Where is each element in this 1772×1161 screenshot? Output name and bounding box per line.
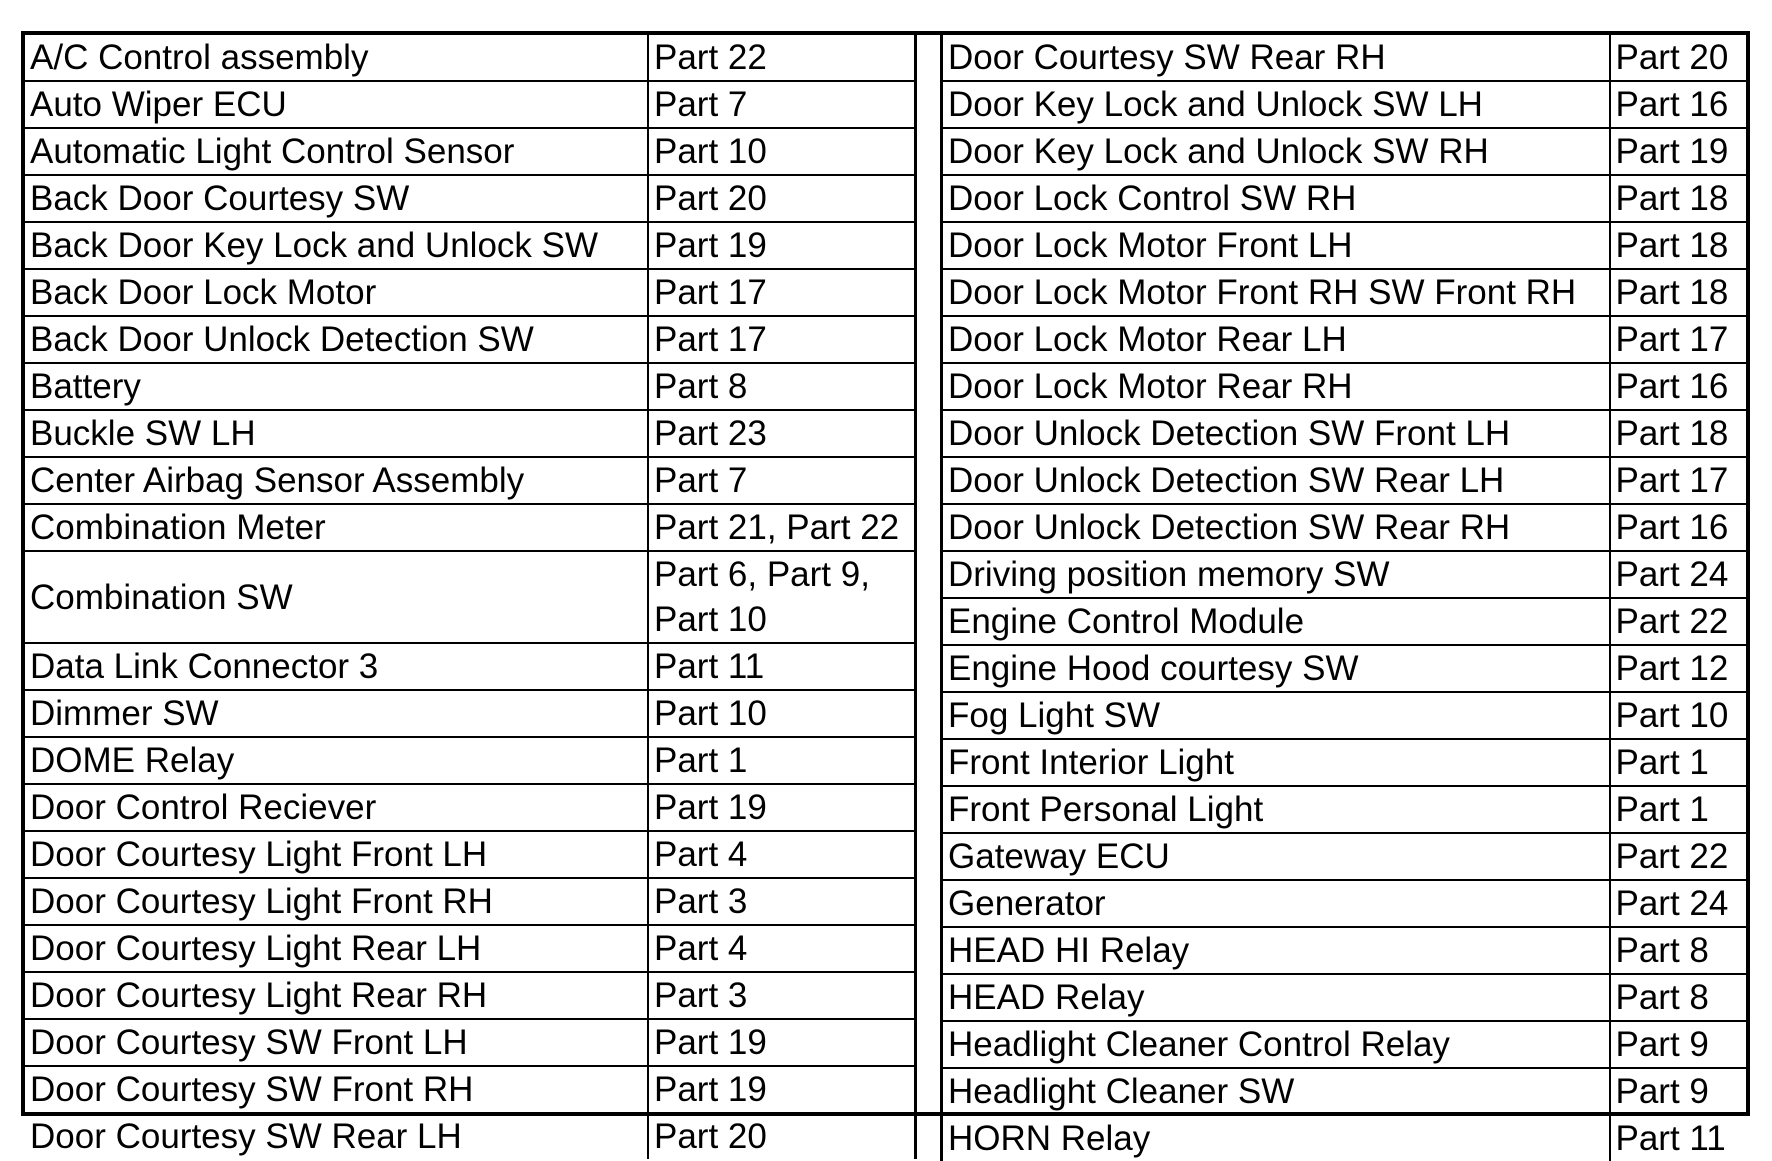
part-reference: Part 19 [648,784,915,831]
table-row [25,784,915,831]
table-row [942,269,1748,316]
component-name: Combination SW [25,551,648,643]
table-row [942,1068,1748,1115]
table-row [25,878,915,925]
table-row [25,1066,915,1113]
part-reference: Part 10 [648,690,915,737]
table-row [25,35,915,81]
part-reference: Part 4 [648,831,915,878]
component-name: Back Door Lock Motor [25,269,648,316]
component-name: Battery [25,363,648,410]
part-reference: Part 18 [1610,175,1748,222]
part-reference [648,551,915,643]
part-reference: Part 8 [648,363,915,410]
table-row [942,504,1748,551]
component-name: Engine Hood courtesy SW [942,645,1610,692]
table-row [25,972,915,1019]
component-name: Front Interior Light [942,739,1610,786]
table-row [942,35,1748,81]
table-row [942,1021,1748,1068]
part-reference: Part 22 [1610,833,1748,880]
component-name: Back Door Courtesy SW [25,175,648,222]
component-name: Door Lock Motor Rear RH [942,363,1610,410]
part-reference: Part 11 [1610,1115,1748,1161]
component-name: Combination Meter [25,504,648,551]
part-reference: Part 7 [648,81,915,128]
part-reference: Part 16 [1610,363,1748,410]
table-row [942,974,1748,1021]
component-name: Door Courtesy SW Front LH [25,1019,648,1066]
component-name: HEAD HI Relay [942,927,1610,974]
table-row [942,410,1748,457]
table-row [25,363,915,410]
component-name: Door Unlock Detection SW Rear RH [942,504,1610,551]
part-reference: Part 22 [1610,598,1748,645]
table-row [25,643,915,690]
part-reference: Part 23 [648,410,915,457]
part-reference: Part 18 [1610,410,1748,457]
component-name: DOME Relay [25,737,648,784]
part-reference: Part 19 [648,1066,915,1113]
table-row [942,598,1748,645]
component-name: Door Key Lock and Unlock SW RH [942,128,1610,175]
part-reference: Part 22 [648,35,915,81]
part-reference: Part 10 [1610,692,1748,739]
component-name: Door Courtesy SW Rear RH [942,35,1610,81]
component-name: HEAD Relay [942,974,1610,1021]
part-reference: Part 18 [1610,222,1748,269]
component-name: Door Courtesy SW Front RH [25,1066,648,1113]
component-name: Door Lock Motor Rear LH [942,316,1610,363]
part-reference: Part 18 [1610,269,1748,316]
component-name: Door Courtesy Light Front LH [25,831,648,878]
component-name: Front Personal Light [942,786,1610,833]
table-row [942,645,1748,692]
part-reference-line: Part 6, Part 9, [654,555,870,594]
part-reference: Part 19 [1610,128,1748,175]
part-reference: Part 17 [1610,457,1748,504]
table-row [942,457,1748,504]
part-reference: Part 7 [648,457,915,504]
component-name: Headlight Cleaner Control Relay [942,1021,1610,1068]
part-reference: Part 17 [1610,316,1748,363]
part-reference: Part 11 [648,643,915,690]
part-reference: Part 19 [648,1019,915,1066]
table-row [25,316,915,363]
part-reference: Part 1 [648,737,915,784]
table-row [25,269,915,316]
part-reference: Part 1 [1610,786,1748,833]
part-reference: Part 19 [648,222,915,269]
component-name: Door Unlock Detection SW Front LH [942,410,1610,457]
table-row [942,880,1748,927]
component-name: Door Lock Motor Front RH SW Front RH [942,269,1610,316]
component-name: Back Door Unlock Detection SW [25,316,648,363]
table-row [25,1019,915,1066]
table-row [25,925,915,972]
table-row [942,316,1748,363]
table-row [942,222,1748,269]
table-row [25,81,915,128]
table-row [25,504,915,551]
component-name: Driving position memory SW [942,551,1610,598]
part-reference: Part 1 [1610,739,1748,786]
table-row [942,786,1748,833]
part-reference: Part 9 [1610,1068,1748,1115]
part-reference: Part 24 [1610,551,1748,598]
part-reference: Part 8 [1610,974,1748,1021]
table-row [942,363,1748,410]
table-row [25,1113,915,1159]
component-name: Door Control Reciever [25,784,648,831]
table-row [25,222,915,269]
component-name: Door Lock Motor Front LH [942,222,1610,269]
component-name: Door Lock Control SW RH [942,175,1610,222]
part-reference: Part 20 [648,175,915,222]
part-reference: Part 20 [648,1113,915,1159]
part-reference: Part 21, Part 22 [648,504,915,551]
part-reference: Part 9 [1610,1021,1748,1068]
part-reference: Part 3 [648,972,915,1019]
table-row [25,410,915,457]
component-name: Back Door Key Lock and Unlock SW [25,222,648,269]
part-reference: Part 17 [648,269,915,316]
table-row [25,457,915,504]
component-name: Generator [942,880,1610,927]
component-name: HORN Relay [942,1115,1610,1161]
table-row [942,128,1748,175]
component-name: Door Courtesy Light Rear RH [25,972,648,1019]
component-index-left-table [25,35,917,1159]
table-row [25,690,915,737]
table-row [942,1115,1748,1161]
table-row [25,551,915,643]
table-row [942,81,1748,128]
part-reference: Part 17 [648,316,915,363]
component-name: Center Airbag Sensor Assembly [25,457,648,504]
component-index-right-table [940,35,1748,1161]
table-row [25,831,915,878]
table-row [942,927,1748,974]
part-reference: Part 8 [1610,927,1748,974]
component-name: Gateway ECU [942,833,1610,880]
part-reference: Part 16 [1610,504,1748,551]
part-reference: Part 4 [648,925,915,972]
component-name: Door Courtesy Light Rear LH [25,925,648,972]
part-reference: Part 16 [1610,81,1748,128]
component-name: Dimmer SW [25,690,648,737]
component-name: Headlight Cleaner SW [942,1068,1610,1115]
part-reference: Part 10 [648,128,915,175]
part-reference: Part 12 [1610,645,1748,692]
table-row [25,175,915,222]
table-row [25,737,915,784]
component-name: Auto Wiper ECU [25,81,648,128]
table-row [942,739,1748,786]
component-name: Automatic Light Control Sensor [25,128,648,175]
component-name: Door Courtesy SW Rear LH [25,1113,648,1159]
part-reference: Part 20 [1610,35,1748,81]
component-name: Engine Control Module [942,598,1610,645]
table-row [942,551,1748,598]
component-name: Door Key Lock and Unlock SW LH [942,81,1610,128]
component-name: A/C Control assembly [25,35,648,81]
part-reference-line: Part 10 [654,600,767,639]
part-reference: Part 24 [1610,880,1748,927]
component-name: Door Unlock Detection SW Rear LH [942,457,1610,504]
table-row [942,175,1748,222]
component-name: Buckle SW LH [25,410,648,457]
component-name: Door Courtesy Light Front RH [25,878,648,925]
table-row [942,833,1748,880]
table-row [25,128,915,175]
table-row [942,692,1748,739]
component-name: Data Link Connector 3 [25,643,648,690]
component-name: Fog Light SW [942,692,1610,739]
part-reference: Part 3 [648,878,915,925]
